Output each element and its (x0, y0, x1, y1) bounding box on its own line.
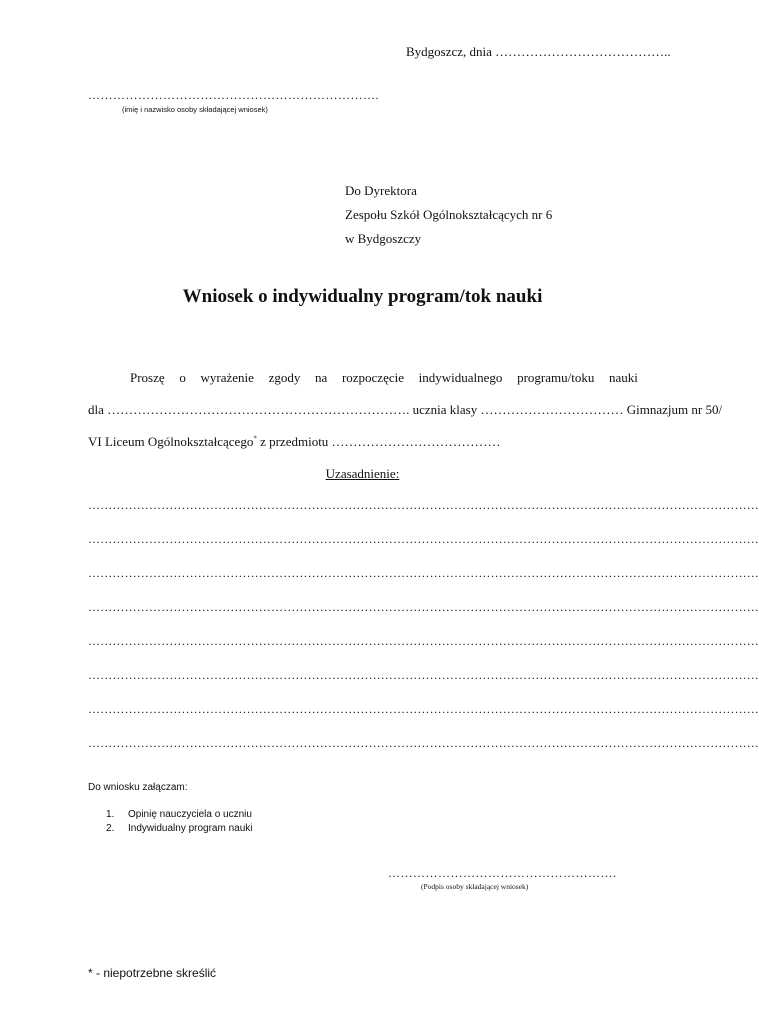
body-word: Proszę (130, 370, 165, 385)
justification-line: ………………………………………………………………………………………………………………………………………………… (88, 532, 759, 546)
attachment-item (106, 809, 252, 820)
justification-line: ………………………………………………………………………………………………………………………………………………… (88, 702, 759, 716)
justification-line: ………………………………………………………………………………………………………………………………………………… (88, 600, 759, 614)
footnote: * - niepotrzebne skreślić (88, 966, 217, 980)
body-word: o (179, 370, 186, 385)
body-word: rozpoczęcie (341, 370, 404, 385)
justification-line: ………………………………………………………………………………………………………………………………………………… (88, 668, 759, 682)
body-word: nauki (609, 370, 638, 385)
signature-caption: (Podpis osoby składającej wniosek) (421, 882, 529, 891)
recipient-line-1: Do Dyrektora (345, 183, 417, 198)
body-line-2: dla ……………………………………………………………. ucznia klasy …………………………… Gimnazjum nr 50/ (88, 402, 723, 417)
attachment-item (106, 823, 253, 834)
body-word: programu/toku (517, 370, 595, 385)
body-word: zgody (268, 370, 301, 385)
attachment-text: Indywidualny program nauki (128, 823, 253, 834)
recipient-line-2: Zespołu Szkół Ogólnokształcących nr 6 (345, 207, 553, 222)
attachment-number: 1. (106, 809, 115, 820)
body-word: wyrażenie (200, 370, 254, 385)
justification-line: ………………………………………………………………………………………………………………………………………………… (88, 634, 759, 648)
school-name: VI Liceum Ogólnokształcącego (88, 434, 254, 449)
body-line-1 (88, 370, 638, 386)
attachment-number: 2. (106, 823, 115, 834)
signature-line: ………………………………………………. (388, 866, 617, 880)
attachment-text: Opinię nauczyciela o uczniu (128, 809, 252, 820)
body-line-3 (88, 434, 501, 450)
body-word: indywidualnego (418, 370, 503, 385)
recipient-line-3: w Bydgoszczy (345, 231, 422, 246)
attachments-heading: Do wniosku załączam: (88, 782, 188, 793)
footnote-mark: * (253, 434, 257, 443)
justification-line: ………………………………………………………………………………………………………………………………………………… (88, 498, 759, 512)
document-title: Wniosek o indywidualny program/tok nauki (182, 286, 543, 307)
justification-heading: Uzasadnienie: (325, 466, 400, 481)
body-word: na (315, 370, 328, 385)
justification-line: ………………………………………………………………………………………………………………………………………………… (88, 736, 759, 750)
city-date-line: Bydgoszcz, dnia ………………………………….. (406, 44, 671, 59)
subject-field: z przedmiotu ………………………………… (256, 434, 501, 449)
justification-line: ………………………………………………………………………………………………………………………………………………… (88, 566, 759, 580)
applicant-name-caption: (imię i nazwisko osoby składającej wniosek) (122, 105, 268, 114)
applicant-name-line: ……………………………………………………………. (88, 88, 379, 102)
